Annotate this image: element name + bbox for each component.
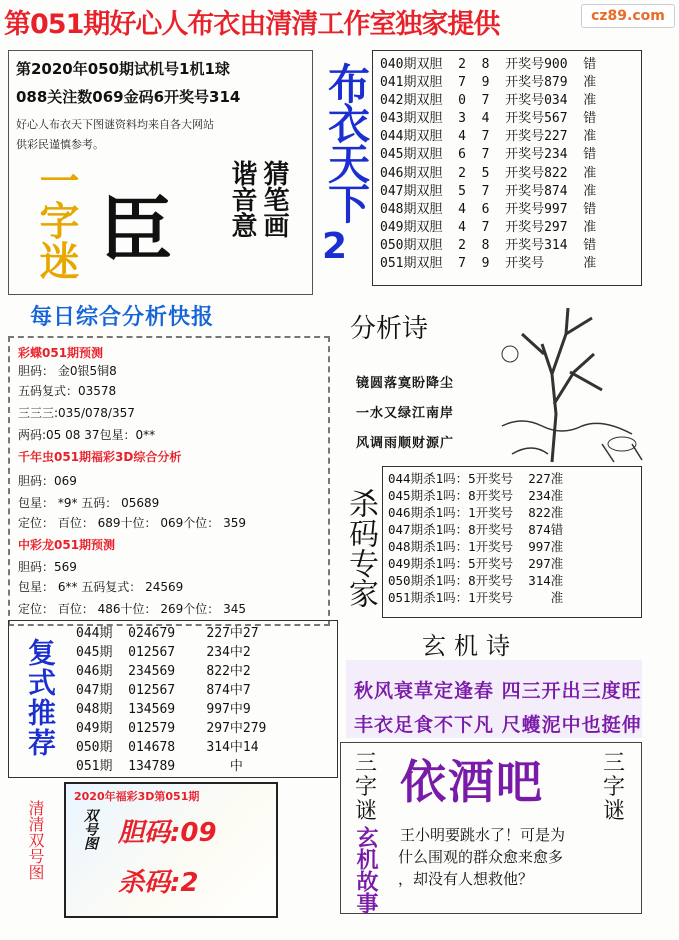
tree-illustration [482,294,658,466]
fushi-draw: 874 [175,683,230,698]
kill-result: 准 [550,505,564,520]
kill-draw-number: 234 [513,488,551,503]
dan-digit-1: 2 [442,57,466,72]
fushi-hit: 中14 [229,740,259,755]
dan-result: 错 [567,237,597,253]
dan-draw-number: 879 [544,75,568,91]
kill-result: 准 [550,539,564,554]
kill-digit: 8 [468,488,476,503]
kill-table-row [388,521,563,538]
kill-table-row [388,555,563,572]
kill-period: 046期杀1吗： [388,505,469,520]
dan-digit-1: 7 [442,256,466,272]
fushi-numbers: 012567 [112,683,176,698]
kill-digit: 1 [468,539,476,554]
fushi-numbers: 012579 [112,721,176,736]
dan-digit-1: 2 [442,165,466,181]
fushi-row [76,643,266,662]
dan-result: 错 [567,111,597,127]
fushi-numbers: 024679 [112,626,176,641]
xuanji-line-2: 丰衣足食不下凡 尺蠖泥中也挺伸 [354,714,642,736]
daily-s1-title: 彩蝶051期预测 [18,346,104,360]
story-text-3: ，却没有人想救他？ [398,870,534,888]
fushi-period: 045期 [76,645,113,660]
kill-draw-label: 开奖号 [475,471,514,486]
xuanji-line-1: 秋风衰草定逢春 四三开出三度旺 [354,680,642,702]
daily-s2-line3: 定位： 百位： 689十位： 069个位： 359 [18,516,246,530]
dan-draw-number: 567 [544,111,568,127]
kill-digit: 1 [468,590,476,605]
dan-table-row [380,56,596,74]
dan-draw-number: 234 [544,147,568,163]
fushi-draw: 314 [175,740,230,755]
fushi-period: 048期 [76,702,113,717]
fushi-row [76,662,266,681]
dan-table-row [380,165,596,183]
analysis-line-3: 风调雨顺财源广 [356,436,455,451]
dan-digit-2: 7 [465,129,490,145]
fushi-period: 044期 [76,626,113,641]
fushi-draw: 297 [175,721,230,736]
kill-draw-label: 开奖号 [475,522,514,537]
fushi-row [76,624,266,643]
kill-period: 049期杀1吗： [388,556,469,571]
analysis-title: 分析诗 [350,314,429,344]
dan-draw-label: 开奖号 [489,129,545,145]
dan-digit-1: 0 [442,93,466,109]
dan-draw-number: 034 [544,93,568,109]
story-text-2: 什么围观的群众愈来愈多 [398,848,564,866]
dan-digit-1: 5 [442,183,466,199]
dan-period: 048期双胆 [380,201,443,217]
kill-period: 050期杀1吗： [388,573,469,588]
dan-result: 错 [567,147,597,163]
dan-digit-2: 6 [465,201,490,217]
site-watermark[interactable]: cz89.com [581,4,675,28]
riddle-left-label: 三字谜 [354,751,377,824]
intro-line-1: 第2020年050期试机号1机1球 [16,60,230,78]
dan-digit-2: 7 [465,219,490,235]
dan-digit-1: 3 [442,111,466,127]
dan-draw-label: 开奖号 [489,147,545,163]
fushi-period: 046期 [76,664,113,679]
kill-digit: 8 [468,522,476,537]
riddle-hint-2: 谐音意 [227,160,257,238]
kill-draw-label: 开奖号 [475,590,514,605]
dan-digit-2: 4 [465,111,490,127]
fushi-row [76,738,266,757]
dan-draw-number: 297 [544,219,568,235]
kill-draw-label: 开奖号 [475,556,514,571]
fushi-draw: 227 [175,626,230,641]
dan-period: 044期双胆 [380,129,443,145]
double-header: 2020年福彩3D第051期 [74,790,200,803]
kill-period: 044期杀1吗： [388,471,469,486]
kill-draw-number: 997 [513,539,551,554]
dan-table-row [380,146,596,164]
fushi-period: 050期 [76,740,113,755]
dan-draw-number: 997 [544,201,568,217]
dan-draw-label: 开奖号 [489,93,545,109]
kill-result: 准 [550,488,564,503]
daily-s2-line2: 包星： *9* 五码： 05689 [18,496,160,510]
daily-s2-title: 千年虫051期福彩3D综合分析 [18,450,182,464]
kill-result: 准 [550,471,564,486]
fushi-hit: 中27 [229,626,259,641]
dan-period: 040期双胆 [380,57,443,72]
fushi-table [76,624,266,776]
dan-result: 准 [567,183,597,199]
double-dan: 胆码:09 [118,818,217,848]
fushi-row [76,700,266,719]
dan-draw-number: 227 [544,129,568,145]
daily-s3-line2: 包星： 6** 五码复式： 24569 [18,580,184,594]
dan-table-row [380,74,596,92]
dan-digit-2: 7 [465,183,490,199]
kill-period: 051期杀1吗： [388,590,469,605]
intro-line-4: 供彩民谨慎参考。 [16,138,104,151]
dan-table-row [380,237,596,255]
dan-draw-label: 开奖号 [489,75,545,91]
fushi-hit: 中2 [229,664,251,679]
dan-draw-label: 开奖号 [489,237,545,253]
dan-table-row [380,201,596,219]
dan-digit-2: 7 [465,147,490,163]
page-title: 第051期好心人布衣由清清工作室独家提供 [4,9,500,40]
daily-s1-line2: 五码复式：03578 [18,384,117,398]
kill-period: 047期杀1吗： [388,522,469,537]
dan-result: 错 [567,201,597,217]
analysis-line-1: 镜圆落寞盼降尘 [356,376,455,391]
dan-digit-2: 8 [465,237,490,253]
dan-draw-label: 开奖号 [489,201,545,217]
dan-period: 045期双胆 [380,147,443,163]
kill-result: 准 [550,556,564,571]
daily-s1-line1: 胆码： 金0银5铜8 [18,364,117,378]
dan-digit-2: 9 [465,75,490,91]
dan-period: 042期双胆 [380,93,443,109]
riddle-char: 臣 [100,188,173,272]
kill-draw-number: 314 [513,573,551,588]
dan-result: 准 [567,129,597,145]
kill-draw-label: 开奖号 [475,505,514,520]
dan-draw-label: 开奖号 [489,111,545,127]
riddle-main: 依酒吧 [400,755,544,809]
fushi-draw: 234 [175,645,230,660]
fushi-period: 047期 [76,683,113,698]
kill-result: 错 [550,522,564,537]
dan-digit-2: 8 [465,57,490,72]
kill-draw-label: 开奖号 [475,573,514,588]
double-vlabel: 双号图 [82,808,98,850]
fushi-hit: 中9 [229,702,251,717]
fushi-period: 051期 [76,759,113,774]
dan-draw-number: 874 [544,183,568,199]
dan-draw-number: 900 [544,57,568,72]
dan-digit-1: 7 [442,75,466,91]
kill-draw-number: 227 [513,471,551,486]
dan-result: 准 [567,75,597,91]
dan-digit-1: 4 [442,219,466,235]
riddle-hint-1: 猜笔画 [259,160,289,238]
intro-line-3: 好心人布衣天下图谜资料均来自各大网站 [16,118,214,131]
fushi-numbers: 234569 [112,664,176,679]
kill-draw-number: 297 [513,556,551,571]
dan-period: 049期双胆 [380,219,443,235]
kill-table-row [388,504,563,521]
riddle-label: 一字迷 [33,160,79,280]
kill-period: 045期杀1吗： [388,488,469,503]
fushi-numbers: 014678 [112,740,176,755]
dan-draw-number: 822 [544,165,568,181]
kill-draw-number [513,590,551,605]
kill-label: 杀码专家 [343,488,378,608]
dan-period: 051期双胆 [380,256,443,272]
kill-digit: 8 [468,573,476,588]
fushi-hit: 中 [229,759,243,774]
fushi-hit: 中7 [229,683,251,698]
double-side-label: 清清双号图 [26,800,45,880]
fushi-numbers: 012567 [112,645,176,660]
dan-result: 准 [567,93,597,109]
daily-s2-line1: 胆码：069 [18,474,77,488]
dan-result: 错 [567,57,597,72]
kill-draw-number: 822 [513,505,551,520]
dan-draw-label: 开奖号 [489,256,545,272]
kill-table-row [388,487,563,504]
kill-draw-label: 开奖号 [475,488,514,503]
double-sha: 杀码:2 [118,868,199,898]
dan-table-row [380,219,596,237]
fushi-row [76,757,266,776]
dan-draw-number [544,256,567,271]
daily-s3-title: 中彩龙051期预测 [18,538,116,552]
dan-result: 准 [567,165,597,181]
dan-digit-1: 4 [442,129,466,145]
dan-period: 047期双胆 [380,183,443,199]
dan-draw-label: 开奖号 [489,219,545,235]
dan-digit-1: 6 [442,147,466,163]
kill-period: 048期杀1吗： [388,539,469,554]
fushi-row [76,719,266,738]
dan-period: 041期双胆 [380,75,443,91]
story-label: 玄机故事 [353,826,378,914]
dan-table [380,56,596,273]
kill-draw-number: 874 [513,522,551,537]
kill-table [388,470,563,606]
fushi-draw: 997 [175,702,230,717]
kill-table-row [388,470,563,487]
kill-table-row [388,589,563,606]
kill-digit: 1 [468,505,476,520]
dan-draw-number: 314 [544,237,568,253]
dan-period: 046期双胆 [380,165,443,181]
fushi-label: 复式推荐 [24,638,57,758]
fushi-row [76,681,266,700]
dan-table-row [380,183,596,201]
story-text-1: 王小明要跳水了！可是为 [400,826,566,844]
dan-table-row [380,92,596,110]
kill-digit: 5 [468,471,476,486]
fushi-hit: 中2 [229,645,251,660]
fushi-hit: 中279 [229,721,267,736]
dan-result: 准 [567,219,597,235]
riddle-right-label: 三字谜 [602,751,625,824]
fushi-draw [175,759,230,774]
fushi-numbers: 134789 [112,759,176,774]
dan-draw-label: 开奖号 [489,183,545,199]
dan-digit-2: 9 [465,256,490,272]
dan-period: 050期双胆 [380,237,443,253]
kill-result: 准 [550,573,564,588]
dan-digit-1: 4 [442,201,466,217]
xuanji-title: 玄机诗 [422,632,518,660]
dan-table-row [380,128,596,146]
dan-draw-label: 开奖号 [489,57,545,72]
dan-digit-1: 2 [442,237,466,253]
daily-s1-line4: 两码:05 08 37包星：0** [18,428,156,442]
brand-text: 布衣天下 [322,62,371,222]
dan-period: 043期双胆 [380,111,443,127]
fushi-numbers: 134569 [112,702,176,717]
kill-table-row [388,538,563,555]
fushi-draw: 822 [175,664,230,679]
kill-digit: 5 [468,556,476,571]
dan-result: 准 [567,256,597,272]
kill-result: 准 [550,590,564,605]
fushi-period: 049期 [76,721,113,736]
daily-s3-line1: 胆码：569 [18,560,77,574]
intro-line-2: 088关注数069金码6开奖号314 [16,88,241,106]
daily-s3-line3: 定位： 百位： 486十位： 269个位： 345 [18,602,246,616]
brand-num: 2 [322,226,348,267]
daily-title: 每日综合分析快报 [30,305,215,330]
dan-digit-2: 5 [465,165,490,181]
dan-table-row [380,255,596,273]
kill-table-row [388,572,563,589]
dan-table-row [380,110,596,128]
dan-digit-2: 7 [465,93,490,109]
kill-draw-label: 开奖号 [475,539,514,554]
analysis-line-2: 一水又绿江南岸 [356,406,455,421]
daily-s1-line3: 三三三:035/078/357 [18,406,135,420]
dan-draw-label: 开奖号 [489,165,545,181]
